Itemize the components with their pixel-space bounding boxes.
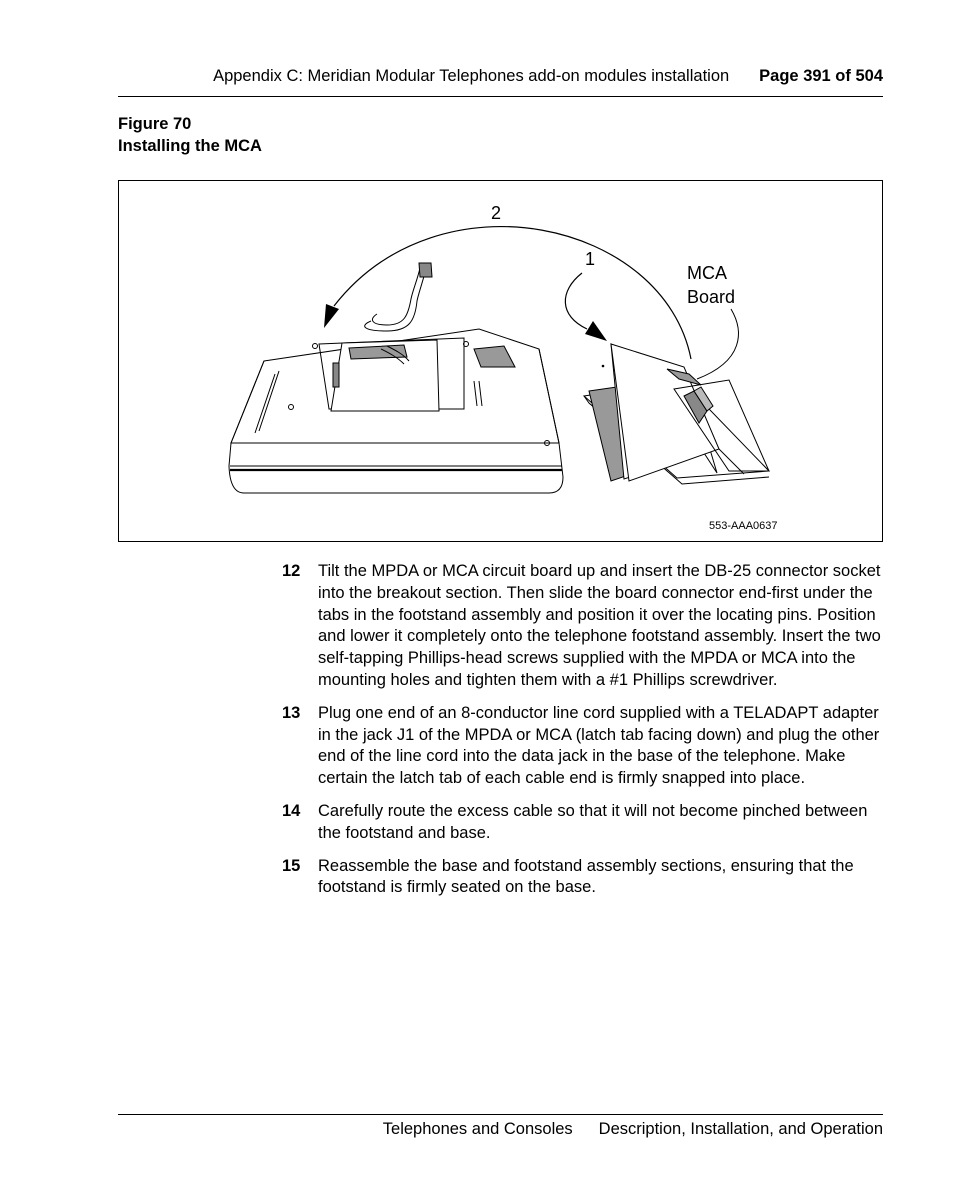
mca-installation-drawing [119,181,884,543]
step-15 [282,856,892,900]
footer-rule [118,1114,883,1115]
figure-reference-id: 553-AAA0637 [709,520,778,532]
page-header [118,64,883,88]
figure-number: Figure 70 [118,115,192,133]
arrow-1-head [585,321,607,341]
footer-document-series: Telephones and Consoles [382,1119,573,1138]
step-number: 13 [282,703,301,722]
step-number: 12 [282,562,301,580]
arrow-2-label: 2 [491,203,502,223]
step-12 [282,561,892,692]
mca-label-line2: Board [687,287,736,307]
page-footer [118,1117,883,1141]
header-rule [118,96,883,97]
chapter-title: Appendix C: Meridian Modular Telephones add-on modules installation [213,66,730,85]
step-number: 14 [282,801,301,820]
mca-board-assembly [584,344,769,484]
step-text: Plug one end of an 8-conductor line cord supplied with a TELADAPT adapter in the jack J1 of the MPDA or MCA (latch tab facing down) and plug the other end of the line cord into the data jack in the base of the telephone. Make certain the latch tab of each cable end is firmly snapped into place. [318,703,880,788]
arrow-2-arc [334,227,691,359]
step-text: Tilt the MPDA or MCA circuit board up and insert the DB-25 connector socket into the breakout section. Then slide the board connector end-first under the tabs in the footstand assembly and position it over the locating pins. Position and lower it completely onto the telephone footstand assembly. Insert the two self-tapping Phillips-head screws supplied with the MPDA or MCA into the mounting holes and tighten them with a #1 Phillips screwdriver. [318,562,881,689]
step-13 [282,703,892,790]
figure-illustration [118,180,883,542]
arrow-2-head [324,304,339,328]
step-text: Carefully route the excess cable so that it will not become pinched between the footstand and base. [318,801,868,842]
figure-title: Installing the MCA [118,137,262,155]
mca-leader-line [697,309,738,379]
step-number: 15 [282,856,301,875]
page-number: Page 391 of 504 [759,66,883,85]
procedure-steps [282,561,892,910]
telephone-footstand [229,263,563,493]
footer-document-title: Description, Installation, and Operation [598,1119,883,1138]
step-text: Reassemble the base and footstand assembly sections, ensuring that the footstand is firmly seated on the base. [318,856,854,897]
figure-caption [118,113,262,157]
mca-label-line1: MCA [687,263,727,283]
arrow-1-label: 1 [585,249,596,269]
arrow-1-line [565,273,587,329]
step-14 [282,801,892,845]
